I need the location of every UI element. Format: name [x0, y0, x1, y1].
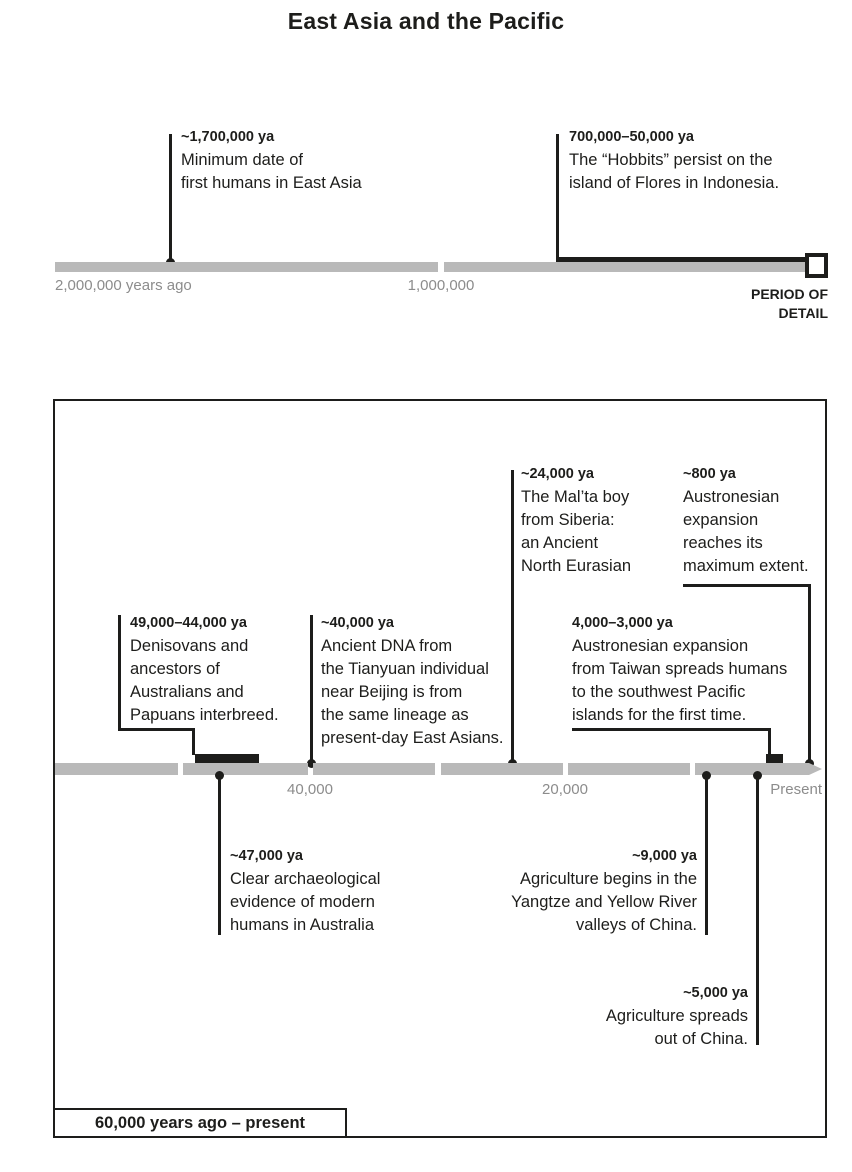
detail-range-label: 60,000 years ago – present	[94, 1114, 306, 1132]
hobbits-annotation	[569, 126, 779, 195]
yangtze-date: ~9,000 ya	[632, 848, 697, 864]
malta-text-line: The Mal’ta boy	[521, 488, 630, 506]
malta-text-line: from Siberia:	[521, 511, 615, 529]
tianyuan-stem-line	[310, 615, 313, 763]
malta-text-line: North Eurasian	[521, 557, 632, 575]
detail-range-label-box	[53, 1108, 347, 1138]
malta-stem-line	[511, 470, 514, 763]
denisovan-elbow-horizontal	[118, 728, 195, 731]
denisovan-annotation	[130, 612, 279, 727]
malta-date: ~24,000 ya	[521, 466, 594, 482]
tianyuan-text-line: the same lineage as	[321, 706, 469, 724]
period-of-detail-label-line: DETAIL	[778, 305, 828, 321]
overview-axis-label-start: 2,000,000 years ago	[55, 277, 192, 294]
tianyuan-text-line: the Tianyuan individual	[321, 660, 489, 678]
austronesian-max-text-line: Austronesian	[683, 488, 780, 506]
china-spread-text-line: out of China.	[654, 1030, 748, 1048]
malta-annotation	[521, 463, 631, 578]
detail-bar-segment	[441, 763, 563, 775]
period-of-detail-label-line: PERIOD OF	[750, 286, 828, 302]
tianyuan-text-line: near Beijing is from	[321, 683, 463, 701]
overview-axis-label-middle: 1,000,000	[407, 277, 475, 294]
denisovan-stem-line	[118, 615, 121, 731]
denisovan-elbow-vertical	[192, 728, 195, 755]
austronesian-expansion-text-line: Austronesian expansion	[572, 637, 749, 655]
denisovan-text-line: Denisovans and	[130, 637, 249, 655]
australia-text-line: evidence of modern	[230, 893, 375, 911]
overview-bar-segment	[444, 262, 820, 272]
china-spread-annotation	[505, 982, 748, 1051]
detail-axis-label-20000: 20,000	[542, 781, 588, 798]
australia-annotation	[230, 845, 380, 937]
denisovan-text-line: Australians and	[130, 683, 244, 701]
first-humans-text-line: first humans in East Asia	[181, 174, 362, 192]
first-humans-annotation	[181, 126, 362, 195]
period-of-detail-box	[805, 253, 828, 278]
austronesian-expansion-range-marker	[766, 754, 783, 763]
austronesian-max-text-line: expansion	[683, 511, 759, 529]
denisovan-text-line: ancestors of	[130, 660, 220, 678]
tianyuan-annotation	[321, 612, 504, 750]
austronesian-expansion-text-line: to the southwest Pacific	[572, 683, 746, 701]
tianyuan-text-line: Ancient DNA from	[321, 637, 453, 655]
detail-bar-segment	[55, 763, 178, 775]
australia-text-line: Clear archaeological	[230, 870, 381, 888]
denisovan-date: 49,000–44,000 ya	[130, 615, 247, 631]
tianyuan-text-line: present-day East Asians.	[321, 729, 504, 747]
austronesian-expansion-date: 4,000–3,000 ya	[572, 615, 673, 631]
tianyuan-date: ~40,000 ya	[321, 615, 394, 631]
australia-date: ~47,000 ya	[230, 848, 303, 864]
china-spread-text-line: Agriculture spreads	[605, 1007, 748, 1025]
australia-stem-line	[218, 775, 221, 935]
austronesian-expansion-text-line: islands for the first time.	[572, 706, 747, 724]
detail-axis-label-40000: 40,000	[287, 781, 333, 798]
detail-bar-segment	[568, 763, 690, 775]
austronesian-expansion-annotation	[572, 612, 787, 727]
austronesian-max-elbow-horizontal	[683, 584, 810, 587]
yangtze-annotation	[455, 845, 697, 937]
austronesian-max-annotation	[683, 463, 809, 578]
austronesian-max-date: ~800 ya	[683, 466, 736, 482]
yangtze-text-line: valleys of China.	[575, 916, 697, 934]
first-humans-date: ~1,700,000 ya	[181, 129, 275, 145]
hobbits-text-line: island of Flores in Indonesia.	[569, 174, 780, 192]
hobbits-stem-line	[556, 134, 559, 259]
denisovan-text-line: Papuans interbreed.	[130, 706, 279, 724]
figure-title: East Asia and the Pacific	[287, 8, 565, 34]
hobbits-text-line: The “Hobbits” persist on the	[569, 151, 773, 169]
hobbits-date: 700,000–50,000 ya	[569, 129, 694, 145]
overview-bar-segment	[55, 262, 438, 272]
denisovan-range-marker	[195, 754, 259, 763]
austronesian-expansion-elbow-vertical	[768, 728, 771, 755]
detail-bar-segment	[183, 763, 308, 775]
first-humans-stem-line	[169, 134, 172, 263]
austronesian-expansion-elbow-horizontal	[572, 728, 771, 731]
china-spread-date: ~5,000 ya	[683, 985, 748, 1001]
detail-axis-label-present: Present	[770, 781, 822, 798]
austronesian-max-elbow-vertical	[808, 584, 811, 763]
yangtze-text-line: Yangtze and Yellow River	[511, 893, 697, 911]
china-spread-stem-line	[756, 775, 759, 1045]
first-humans-text-line: Minimum date of	[181, 151, 303, 169]
austronesian-expansion-text-line: from Taiwan spreads humans	[572, 660, 788, 678]
period-of-detail-label	[751, 285, 828, 323]
austronesian-max-text-line: reaches its	[683, 534, 763, 552]
austronesian-max-text-line: maximum extent.	[683, 557, 809, 575]
malta-text-line: an Ancient	[521, 534, 599, 552]
detail-panel	[53, 399, 827, 1138]
yangtze-text-line: Agriculture begins in the	[519, 870, 697, 888]
yangtze-stem-line	[705, 775, 708, 935]
detail-bar-segment	[313, 763, 435, 775]
australia-text-line: humans in Australia	[230, 916, 374, 934]
